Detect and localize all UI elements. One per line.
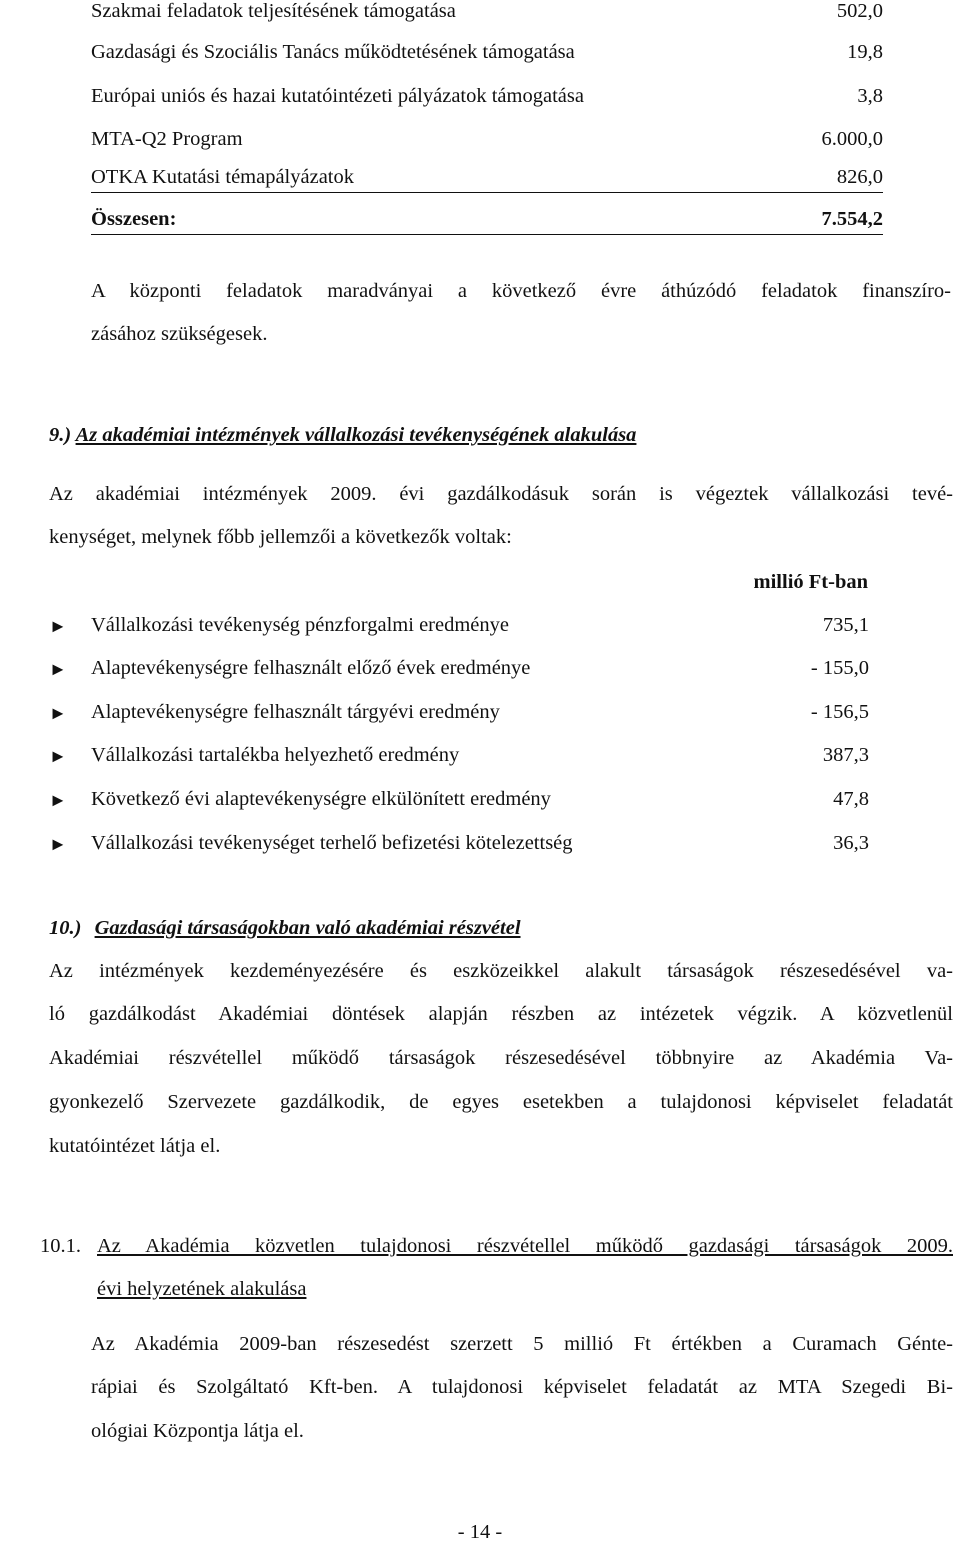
- section-9-number: 9.): [49, 424, 72, 446]
- budget-row: [91, 85, 883, 111]
- list-item: [49, 788, 869, 814]
- list-item-value: - 155,0: [810, 657, 869, 679]
- list-item: [49, 614, 869, 640]
- budget-row-value: 502,0: [836, 0, 883, 22]
- section-10-1-paragraph-line: Az Akadémia 2009-ban részesedést szerzett 5 millió Ft értékben a Curamach Génte-: [91, 1333, 953, 1355]
- budget-row-value: 6.000,0: [821, 128, 883, 150]
- unit-label: millió Ft-ban: [753, 571, 868, 593]
- budget-row-value: 19,8: [847, 41, 883, 63]
- budget-total-value: 7.554,2: [821, 208, 883, 230]
- triangle-bullet-icon: ►: [49, 703, 67, 723]
- remaining-paragraph-line: zásához szükségesek.: [91, 323, 268, 345]
- list-item-value: 735,1: [822, 614, 869, 636]
- list-item: [49, 832, 869, 858]
- list-item: [49, 701, 869, 727]
- list-item-label: Alaptevékenységre felhasznált előző évek eredménye: [91, 657, 531, 679]
- budget-row: [91, 41, 883, 67]
- budget-row: [91, 0, 883, 26]
- triangle-bullet-icon: ►: [49, 659, 67, 679]
- list-item-value: - 156,5: [810, 701, 869, 723]
- page-number: - 14 -: [457, 1521, 503, 1543]
- budget-row-label: Gazdasági és Szociális Tanács működtetésének támogatása: [91, 41, 575, 63]
- section-9-title: Az akadémiai intézmények vállalkozási tevékenységének alakulása: [75, 424, 637, 446]
- budget-row-label: Szakmai feladatok teljesítésének támogatása: [91, 0, 456, 22]
- budget-row: [91, 128, 883, 154]
- section-9-intro-line: kenységet, melynek főbb jellemzői a következők voltak:: [49, 526, 512, 548]
- remaining-paragraph-line: A központi feladatok maradványai a következő évre áthúzódó feladatok finanszíro-: [91, 280, 951, 302]
- section-10-1-title-line: Az Akadémia közvetlen tulajdonosi részvétellel működő gazdasági társaságok 2009.: [97, 1235, 953, 1257]
- budget-row-label: OTKA Kutatási témapályázatok: [91, 166, 354, 188]
- budget-row-value: 826,0: [836, 166, 883, 188]
- budget-row-label: Európai uniós és hazai kutatóintézeti pályázatok támogatása: [91, 85, 584, 107]
- section-10-paragraph-line: gyonkezelő Szervezete gazdálkodik, de egyes esetekben a tulajdonosi képviselet feladatát: [49, 1091, 953, 1113]
- section-10-1-paragraph-line: ológiai Központja látja el.: [91, 1420, 304, 1442]
- list-item-label: Alaptevékenységre felhasznált tárgyévi eredmény: [91, 701, 500, 723]
- triangle-bullet-icon: ►: [49, 746, 67, 766]
- budget-row: [91, 166, 883, 193]
- section-10-paragraph-line: kutatóintézet látja el.: [49, 1135, 221, 1157]
- section-10-heading: [49, 917, 521, 940]
- list-item: [49, 657, 869, 683]
- list-item-value: 47,8: [833, 788, 869, 810]
- budget-row-value: 3,8: [857, 85, 883, 107]
- list-item-label: Vállalkozási tevékenység pénzforgalmi eredménye: [91, 614, 509, 636]
- section-10-paragraph-line: Akadémiai részvétellel működő társaságok részesedésével többnyire az Akadémia Va-: [49, 1047, 953, 1069]
- section-10-paragraph-line: ló gazdálkodást Akadémiai döntések alapján részben az intézetek végzik. A közvetlenül: [49, 1003, 953, 1025]
- section-9-intro-line: Az akadémiai intézmények 2009. évi gazdálkodásuk során is végeztek vállalkozási tevé-: [49, 483, 953, 505]
- budget-total-row: [91, 208, 883, 235]
- list-item: [49, 744, 869, 770]
- list-item-value: 36,3: [833, 832, 869, 854]
- section-10-1-number: 10.1.: [40, 1235, 81, 1257]
- section-10-number: 10.): [49, 917, 82, 939]
- list-item-label: Következő évi alaptevékenységre elkülönített eredmény: [91, 788, 551, 810]
- budget-total-label: Összesen:: [91, 208, 177, 230]
- section-10-1-title-line: évi helyzetének alakulása: [97, 1278, 307, 1300]
- list-item-label: Vállalkozási tevékenységet terhelő befizetési kötelezettség: [91, 832, 573, 854]
- triangle-bullet-icon: ►: [49, 616, 67, 636]
- section-10-1-paragraph-line: rápiai és Szolgáltató Kft-ben. A tulajdonosi képviselet feladatát az MTA Szegedi Bi-: [91, 1376, 953, 1398]
- triangle-bullet-icon: ►: [49, 834, 67, 854]
- budget-row-label: MTA-Q2 Program: [91, 128, 243, 150]
- section-10-title: Gazdasági társaságokban való akadémiai részvétel: [94, 917, 521, 939]
- section-9-heading: [49, 424, 636, 447]
- list-item-value: 387,3: [822, 744, 869, 766]
- section-10-paragraph-line: Az intézmények kezdeményezésére és eszközeikkel alakult társaságok részesedésével va-: [49, 960, 953, 982]
- triangle-bullet-icon: ►: [49, 790, 67, 810]
- list-item-label: Vállalkozási tartalékba helyezhető eredmény: [91, 744, 460, 766]
